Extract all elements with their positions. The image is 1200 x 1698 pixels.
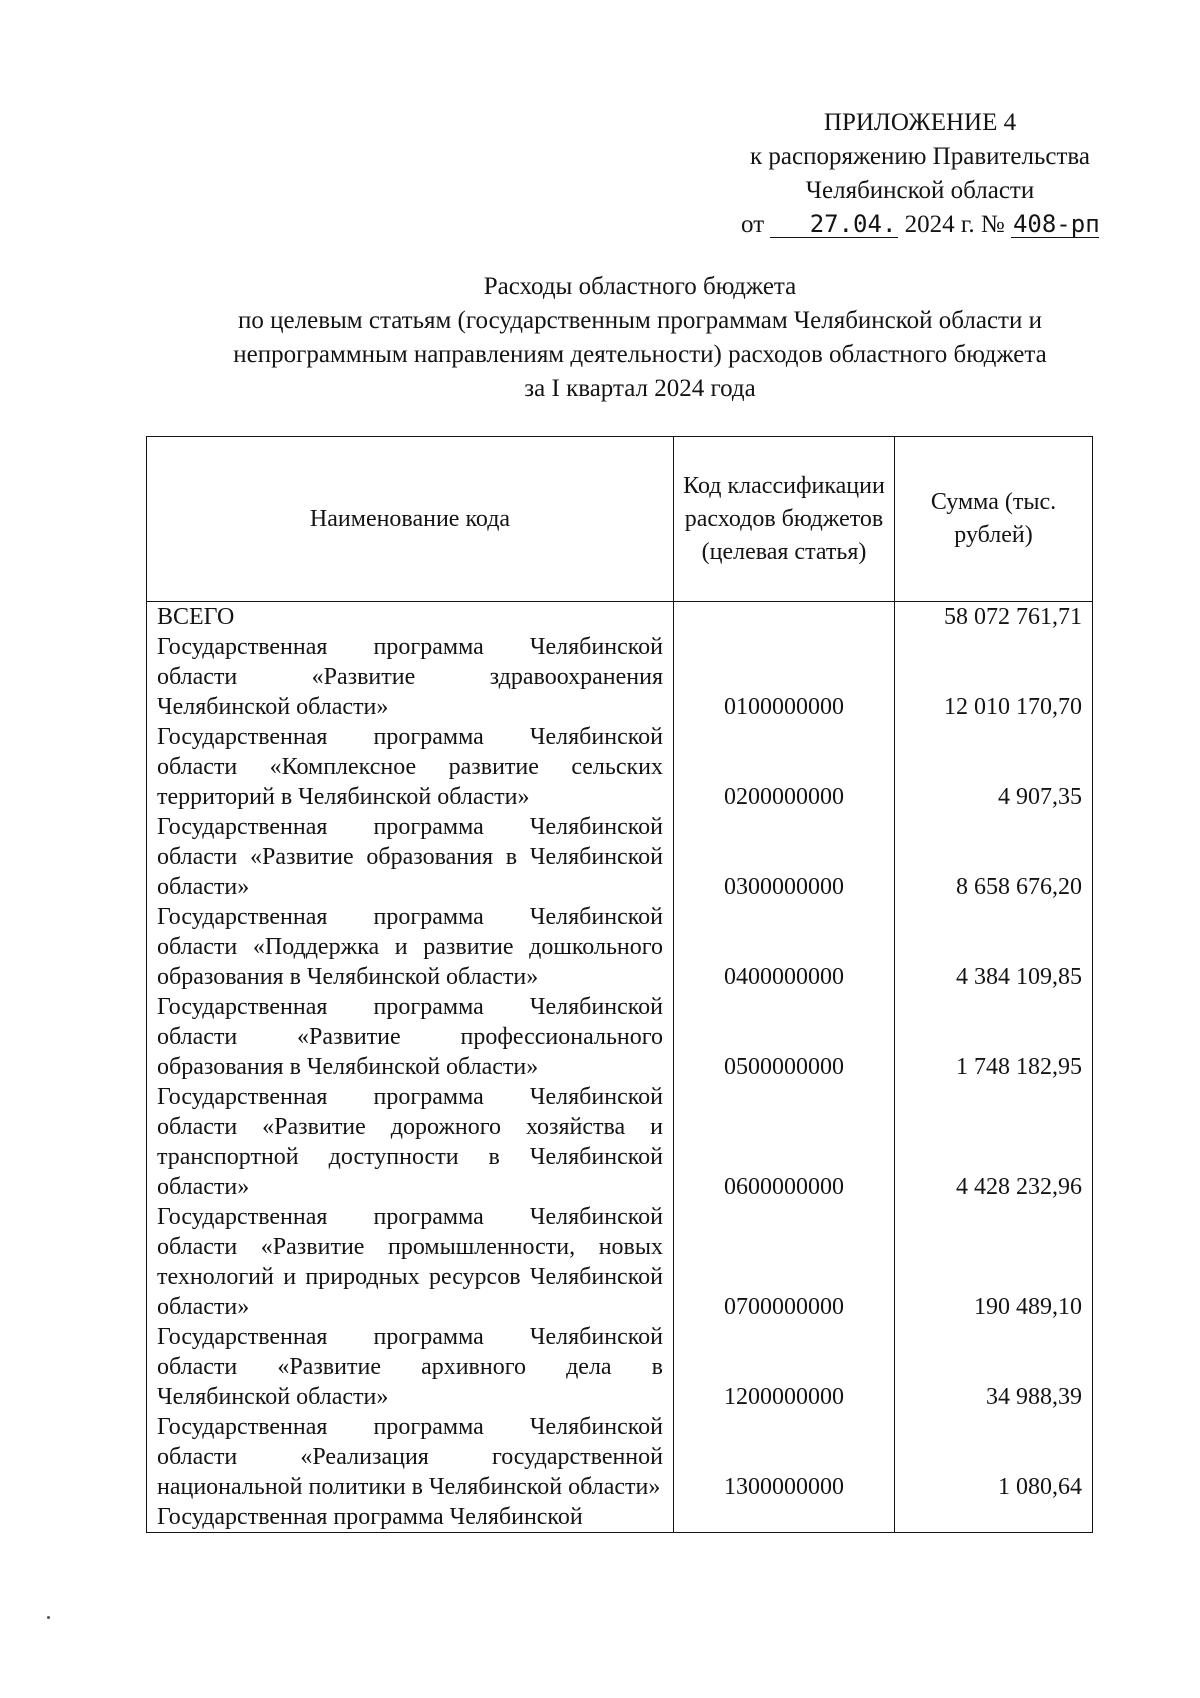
row-sum: 190 489,10 [895, 1202, 1093, 1322]
row-name: Государственная программа Челябинской области «Реализация государственной национальной политики в Челябинской области» [147, 1412, 674, 1502]
row-sum: 8 658 676,20 [895, 812, 1093, 902]
table-row [147, 722, 1093, 812]
appendix-header [720, 106, 1120, 242]
row-name: Государственная программа Челябинской области «Развитие образования в Челябинской области» [147, 812, 674, 902]
appendix-subtitle: к распоряжению Правительства [749, 143, 1090, 170]
total-code [674, 602, 895, 633]
row-sum: 4 428 232,96 [895, 1082, 1093, 1202]
title-line-4: за I квартал 2024 года [524, 375, 756, 402]
total-name: ВСЕГО [147, 602, 674, 633]
row-name: Государственная программа Челябинской области «Развитие промышленности, новых технологий и природных ресурсов Челябинской области» [147, 1202, 674, 1322]
table-row [147, 1082, 1093, 1202]
row-code: 0400000000 [674, 902, 895, 992]
row-code [674, 1502, 895, 1533]
order-year: 2024 г. № [904, 211, 1005, 238]
table-row [147, 992, 1093, 1082]
row-name: Государственная программа Челябинской области «Развитие профессионального образования в Челябинской области» [147, 992, 674, 1082]
row-name: Государственная программа Челябинской области «Развитие дорожного хозяйства и транспортной доступности в Челябинской области» [147, 1082, 674, 1202]
order-date-line [720, 208, 1120, 242]
row-sum: 4 384 109,85 [895, 902, 1093, 992]
row-code: 0600000000 [674, 1082, 895, 1202]
row-name: Государственная программа Челябинской [147, 1502, 674, 1533]
order-number: 408-рп [1012, 210, 1100, 238]
header-name: Наименование кода [147, 437, 674, 602]
table-row [147, 632, 1093, 722]
total-sum: 58 072 761,71 [895, 602, 1093, 633]
row-name: Государственная программа Челябинской области «Комплексное развитие сельских территорий в Челябинской области» [147, 722, 674, 812]
row-code: 1300000000 [674, 1412, 895, 1502]
scan-speck [47, 1616, 50, 1619]
row-sum: 4 907,35 [895, 722, 1093, 812]
total-row [147, 602, 1093, 633]
row-code: 0300000000 [674, 812, 895, 902]
table-row [147, 1502, 1093, 1533]
title-line-1: Расходы областного бюджета [483, 273, 797, 300]
row-code: 0500000000 [674, 992, 895, 1082]
table-row [147, 1322, 1093, 1412]
table-row [147, 1412, 1093, 1502]
table-row [147, 902, 1093, 992]
row-sum: 1 080,64 [895, 1412, 1093, 1502]
header-sum: Сумма (тыс. рублей) [895, 437, 1093, 602]
appendix-title: ПРИЛОЖЕНИЕ 4 [823, 109, 1017, 136]
row-sum: 1 748 182,95 [895, 992, 1093, 1082]
row-sum: 12 010 170,70 [895, 632, 1093, 722]
row-code: 0700000000 [674, 1202, 895, 1322]
document-title [130, 270, 1150, 406]
from-label: от [741, 211, 765, 238]
header-code: Код классификации расходов бюджетов (целевая статья) [674, 437, 895, 602]
row-code: 0200000000 [674, 722, 895, 812]
row-sum [895, 1502, 1093, 1533]
row-name: Государственная программа Челябинской области «Развитие здравоохранения Челябинской области» [147, 632, 674, 722]
row-sum: 34 988,39 [895, 1322, 1093, 1412]
title-line-3: непрограммным направлениям деятельности) расходов областного бюджета [233, 341, 1047, 368]
table-row [147, 1202, 1093, 1322]
row-code: 1200000000 [674, 1322, 895, 1412]
table-header-row [147, 437, 1093, 602]
row-code: 0100000000 [674, 632, 895, 722]
appendix-region: Челябинской области [805, 177, 1035, 204]
table-row [147, 812, 1093, 902]
order-date: 27.04. [770, 211, 898, 238]
title-line-2: по целевым статьям (государственным программам Челябинской области и [238, 307, 1042, 334]
row-name: Государственная программа Челябинской области «Поддержка и развитие дошкольного образования в Челябинской области» [147, 902, 674, 992]
row-name: Государственная программа Челябинской области «Развитие архивного дела в Челябинской области» [147, 1322, 674, 1412]
budget-table [146, 436, 1093, 1533]
